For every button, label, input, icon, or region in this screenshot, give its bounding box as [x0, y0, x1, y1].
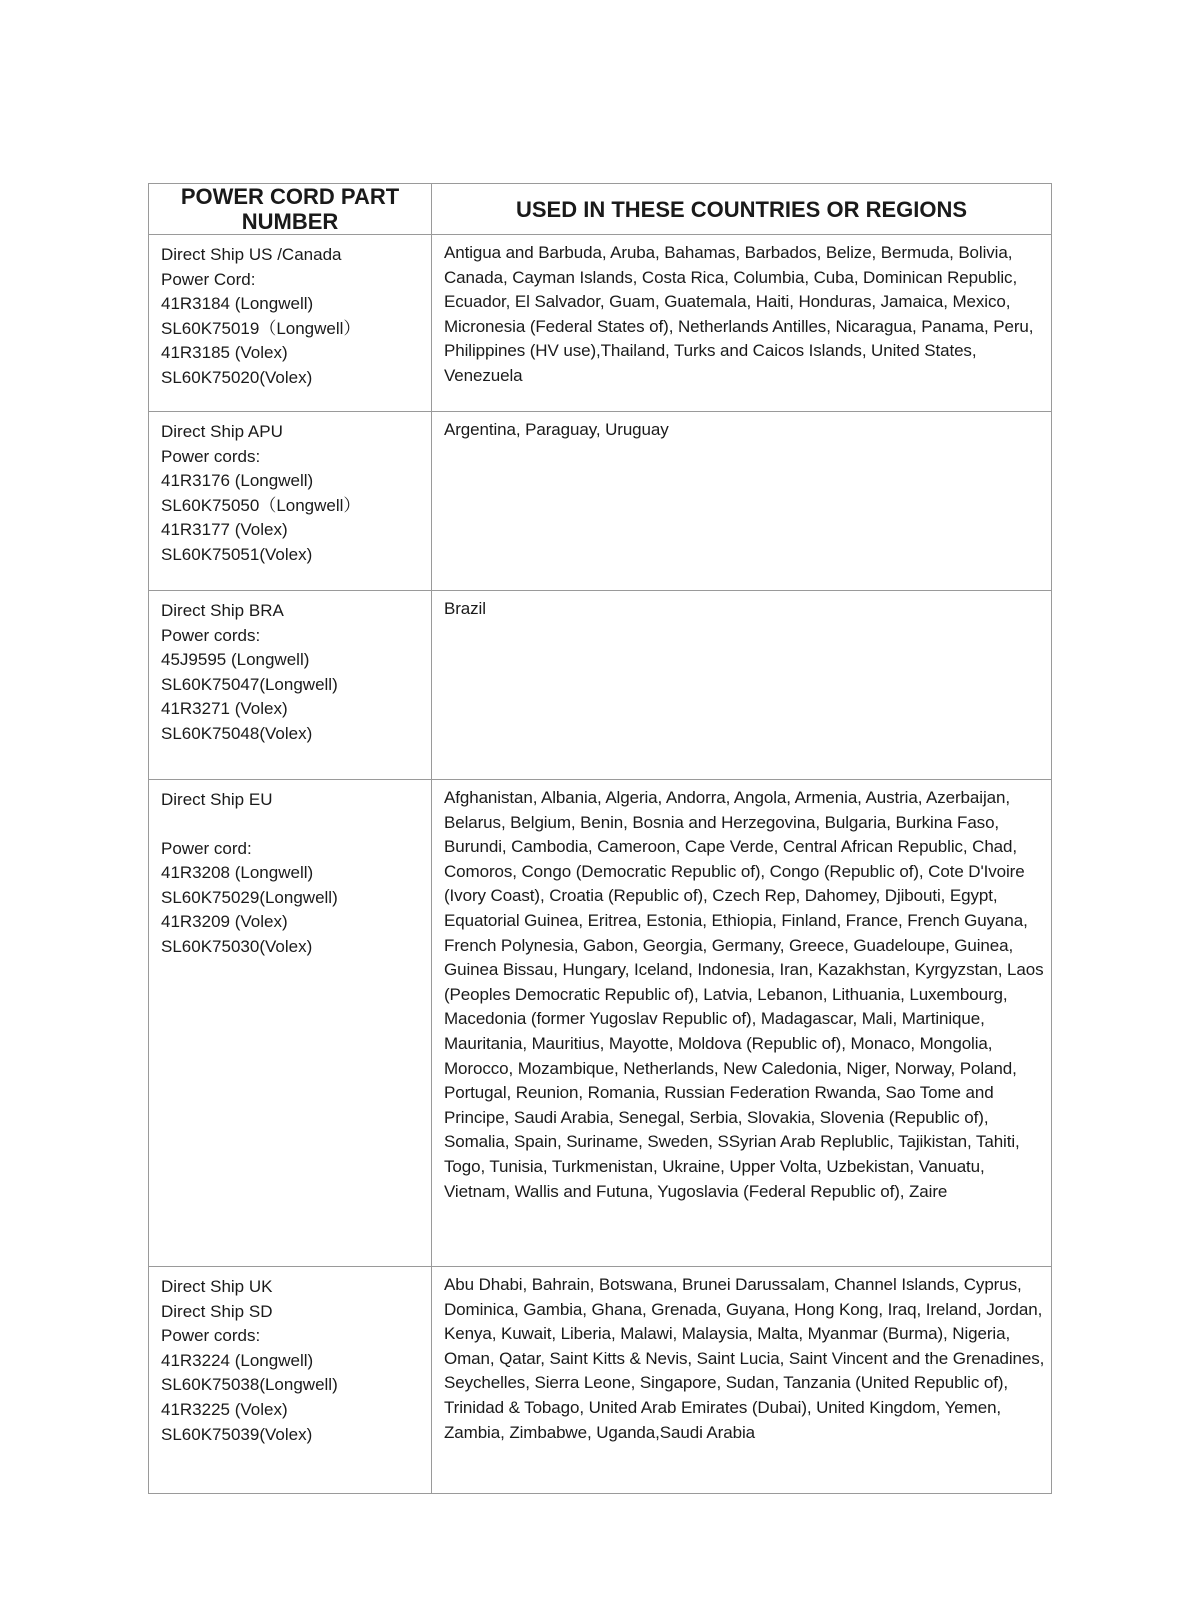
part-number-cell: [149, 235, 432, 412]
part-line: Power cords:: [161, 625, 261, 645]
part-line: SL60K75039(Volex): [161, 1424, 313, 1444]
part-line: 41R3184 (Longwell): [161, 294, 314, 314]
table-row: [149, 591, 1052, 780]
part-line: 41R3185 (Volex): [161, 343, 288, 363]
part-line: 41R3224 (Longwell): [161, 1350, 314, 1370]
part-number-cell: [149, 780, 432, 1267]
countries-cell: Antigua and Barbuda, Aruba, Bahamas, Barbados, Belize, Bermuda, Bolivia, Canada, Cayman Islands, Costa Rica, Columbia, Cuba, Dominican Republic, Ecuador, El Salvador, Guam, Guatemala, Haiti, Honduras, Jamaica, Mexico, Micronesia (Federal States of), Netherlands Antilles, Nicaragua, Panama, Peru, Philippines (HV use),Thailand, Turks and Caicos Islands, United States, Venezuela: [432, 235, 1052, 412]
part-line: Direct Ship BRA: [161, 601, 284, 620]
table-row: [149, 780, 1052, 1267]
header-part-number: POWER CORD PART NUMBER: [149, 184, 432, 235]
part-number-cell: [149, 591, 432, 780]
part-line: 41R3225 (Volex): [161, 1399, 288, 1419]
header-countries: USED IN THESE COUNTRIES OR REGIONS: [432, 184, 1052, 235]
part-line: SL60K75048(Volex): [161, 723, 313, 743]
part-line: Direct Ship APU: [161, 422, 283, 441]
table-row: [149, 235, 1052, 412]
table-header-row: [149, 184, 1052, 235]
countries-cell: Argentina, Paraguay, Uruguay: [432, 412, 1052, 591]
part-line: 41R3208 (Longwell): [161, 863, 314, 883]
power-cord-table: [148, 183, 1052, 1494]
part-line: 41R3209 (Volex): [161, 912, 288, 932]
part-line: Power Cord:: [161, 269, 256, 289]
part-line: 45J9595 (Longwell): [161, 650, 310, 670]
countries-cell: Afghanistan, Albania, Algeria, Andorra, Angola, Armenia, Austria, Azerbaijan, Belarus, Belgium, Benin, Bosnia and Herzegovina, Bulgaria, Burkina Faso, Burundi, Cambodia, Cameroon, Cape Verde, Central African Republic, Chad, Comoros, Congo (Democratic Republic of), Congo (Republic of), Cote D'Ivoire (Ivory Coast), Croatia (Republic of), Czech Rep, Dahomey, Djibouti, Egypt, Equatorial Guinea, Eritrea, Estonia, Ethiopia, Finland, France, French Guyana, French Polynesia, Gabon, Georgia, Germany, Greece, Guadeloupe, Guinea, Guinea Bissau, Hungary, Iceland, Indonesia, Iran, Kazakhstan, Kyrgyzstan, Laos (Peoples Democratic Republic of), Latvia, Lebanon, Lithuania, Luxembourg, Macedonia (former Yugoslav Republic of), Madagascar, Mali, Martinique, Mauritania, Mauritius, Mayotte, Moldova (Republic of), Monaco, Mongolia, Morocco, Mozambique, Netherlands, New Caledonia, Niger, Norway, Poland, Portugal, Reunion, Romania, Russian Federation Rwanda, Sao Tome and Principe, Saudi Arabia, Senegal, Serbia, Slovakia, Slovenia (Republic of), Somalia, Spain, Suriname, Sweden, SSyrian Arab Replublic, Tajikistan, Tahiti, Togo, Tunisia, Turkmenistan, Ukraine, Upper Volta, Uzbekistan, Vanuatu, Vietnam, Wallis and Futuna, Yugoslavia (Federal Republic of), Zaire: [432, 780, 1052, 1267]
part-line: 41R3177 (Volex): [161, 520, 288, 540]
part-line: SL60K75047(Longwell): [161, 674, 338, 694]
part-line: Power cords:: [161, 446, 261, 466]
part-line: SL60K75019（Longwell）: [161, 318, 361, 338]
part-line: Power cord:: [161, 838, 252, 858]
countries-cell: Abu Dhabi, Bahrain, Botswana, Brunei Darussalam, Channel Islands, Cyprus, Dominica, Gambia, Ghana, Grenada, Guyana, Hong Kong, Iraq, Ireland, Jordan, Kenya, Kuwait, Liberia, Malawi, Malaysia, Malta, Myanmar (Burma), Nigeria, Oman, Qatar, Saint Kitts & Nevis, Saint Lucia, Saint Vincent and the Grenadines, Seychelles, Sierra Leone, Singapore, Sudan, Tanzania (United Republic of), Trinidad & Tobago, United Arab Emirates (Dubai), United Kingdom, Yemen, Zambia, Zimbabwe, Uganda,Saudi Arabia: [432, 1267, 1052, 1494]
part-line: Direct Ship SD: [161, 1301, 273, 1321]
part-line: SL60K75020(Volex): [161, 367, 313, 387]
blank-line: [161, 813, 421, 837]
part-line: SL60K75029(Longwell): [161, 887, 338, 907]
part-line: Power cords:: [161, 1326, 261, 1346]
part-line: 41R3176 (Longwell): [161, 471, 314, 491]
part-line: Direct Ship UK: [161, 1277, 273, 1296]
part-line: SL60K75050（Longwell）: [161, 495, 361, 515]
table-row: [149, 1267, 1052, 1494]
part-number-cell: [149, 412, 432, 591]
part-line: Direct Ship US /Canada: [161, 245, 342, 264]
part-line: SL60K75051(Volex): [161, 544, 313, 564]
part-number-cell: [149, 1267, 432, 1494]
countries-cell: Brazil: [432, 591, 1052, 780]
part-line: 41R3271 (Volex): [161, 699, 288, 719]
table-row: [149, 412, 1052, 591]
part-line: Direct Ship EU: [161, 790, 273, 809]
part-line: SL60K75030(Volex): [161, 936, 313, 956]
part-line: SL60K75038(Longwell): [161, 1375, 338, 1395]
